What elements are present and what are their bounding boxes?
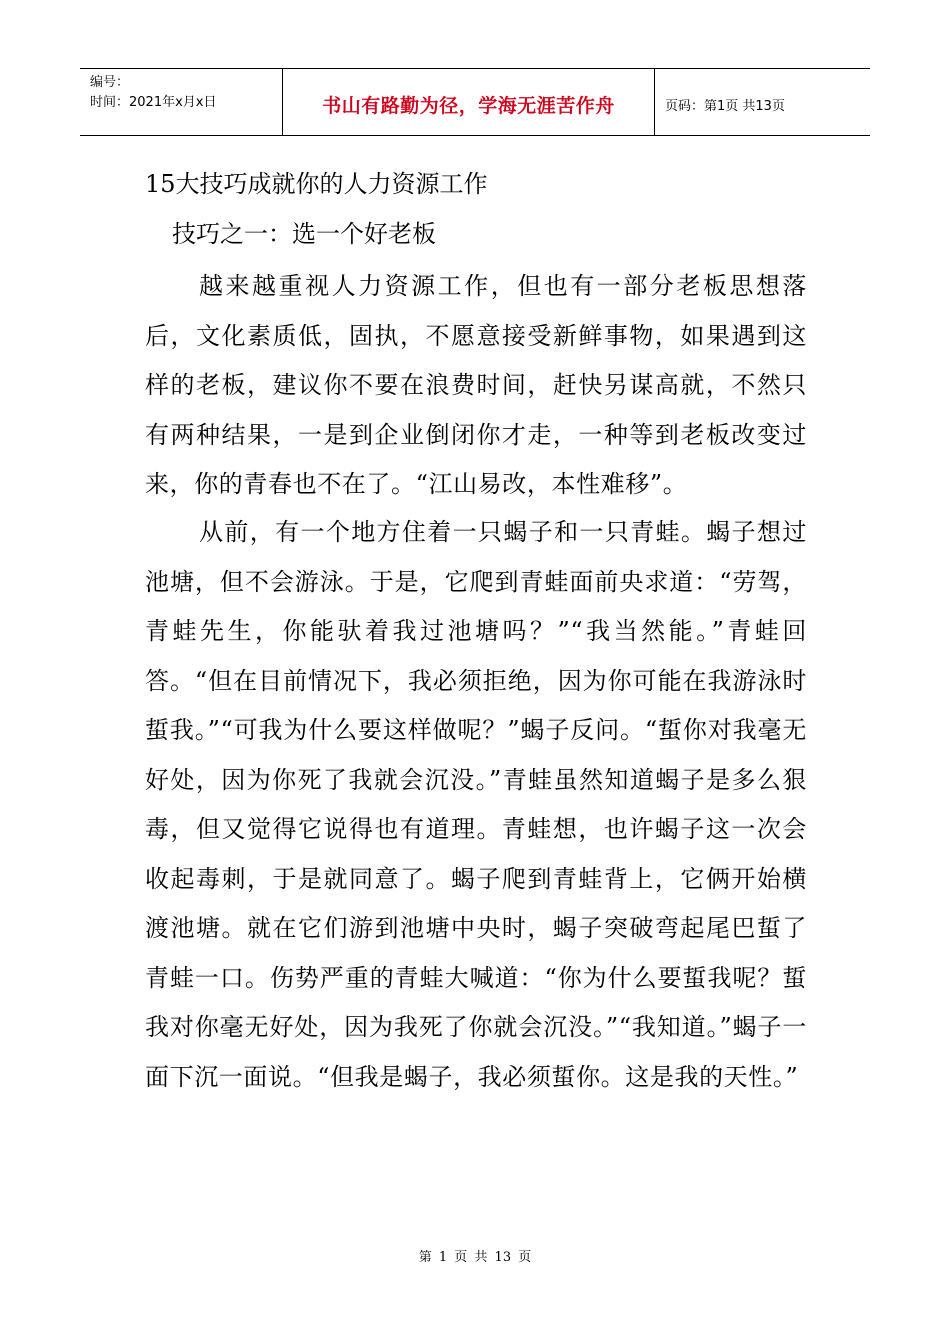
document-header: [80, 68, 870, 136]
header-page-info: 页码：第1页 共13页: [665, 98, 785, 114]
body-paragraph: 越来越重视人力资源工作，但也有一部分老板思想落后，文化素质低，固执，不愿意接受新鲜事物，如果遇到这样的老板，建议你不要在浪费时间，赶快另谋高就，不然只有两种结果，一是到企业倒闭你才走，一种等到老板改变过来，你的青春也不在了。“江山易改，本性难移”。: [145, 272, 807, 498]
document-number-label: 编号：: [90, 75, 130, 90]
header-motto: 书山有路勤为径，学海无涯苦作舟: [283, 69, 655, 135]
section-heading: 技巧之一：选一个好老板: [172, 220, 436, 248]
body-paragraph: 从前，有一个地方住着一只蝎子和一只青蛙。蝎子想过池塘，但不会游泳。于是，它爬到青蛙面前央求道：“劳驾，青蛙先生，你能驮着我过池塘吗？”“我当然能。”青蛙回答。“但在目前情况下，我必须拒绝，因为你可能在我游泳时蜇我。”“可我为什么要这样做呢？”蝎子反问。“蜇你对我毫无好处，因为你死了我就会沉没。”青蛙虽然知道蝎子是多么狠毒，但又觉得它说得也有道理。青蛙想，也许蝎子这一次会收起毒刺，于是就同意了。蝎子爬到青蛙背上，它俩开始横渡池塘。就在它们游到池塘中央时，蝎子突破弯起尾巴蜇了青蛙一口。伤势严重的青蛙大喊道：“你为什么要蜇我呢？蜇我对你毫无好处，因为我死了你就会沉没。”“我知道。”蝎子一面下沉一面说。“但我是蝎子，我必须蜇你。这是我的天性。”: [145, 518, 807, 1091]
page-footer: 第 1 页 共 13 页: [418, 1250, 532, 1265]
document-title: 15大技巧成就你的人力资源工作: [145, 170, 488, 198]
header-meta-cell: [80, 69, 283, 135]
document-date-label: 时间：2021年x月x日: [90, 95, 217, 110]
